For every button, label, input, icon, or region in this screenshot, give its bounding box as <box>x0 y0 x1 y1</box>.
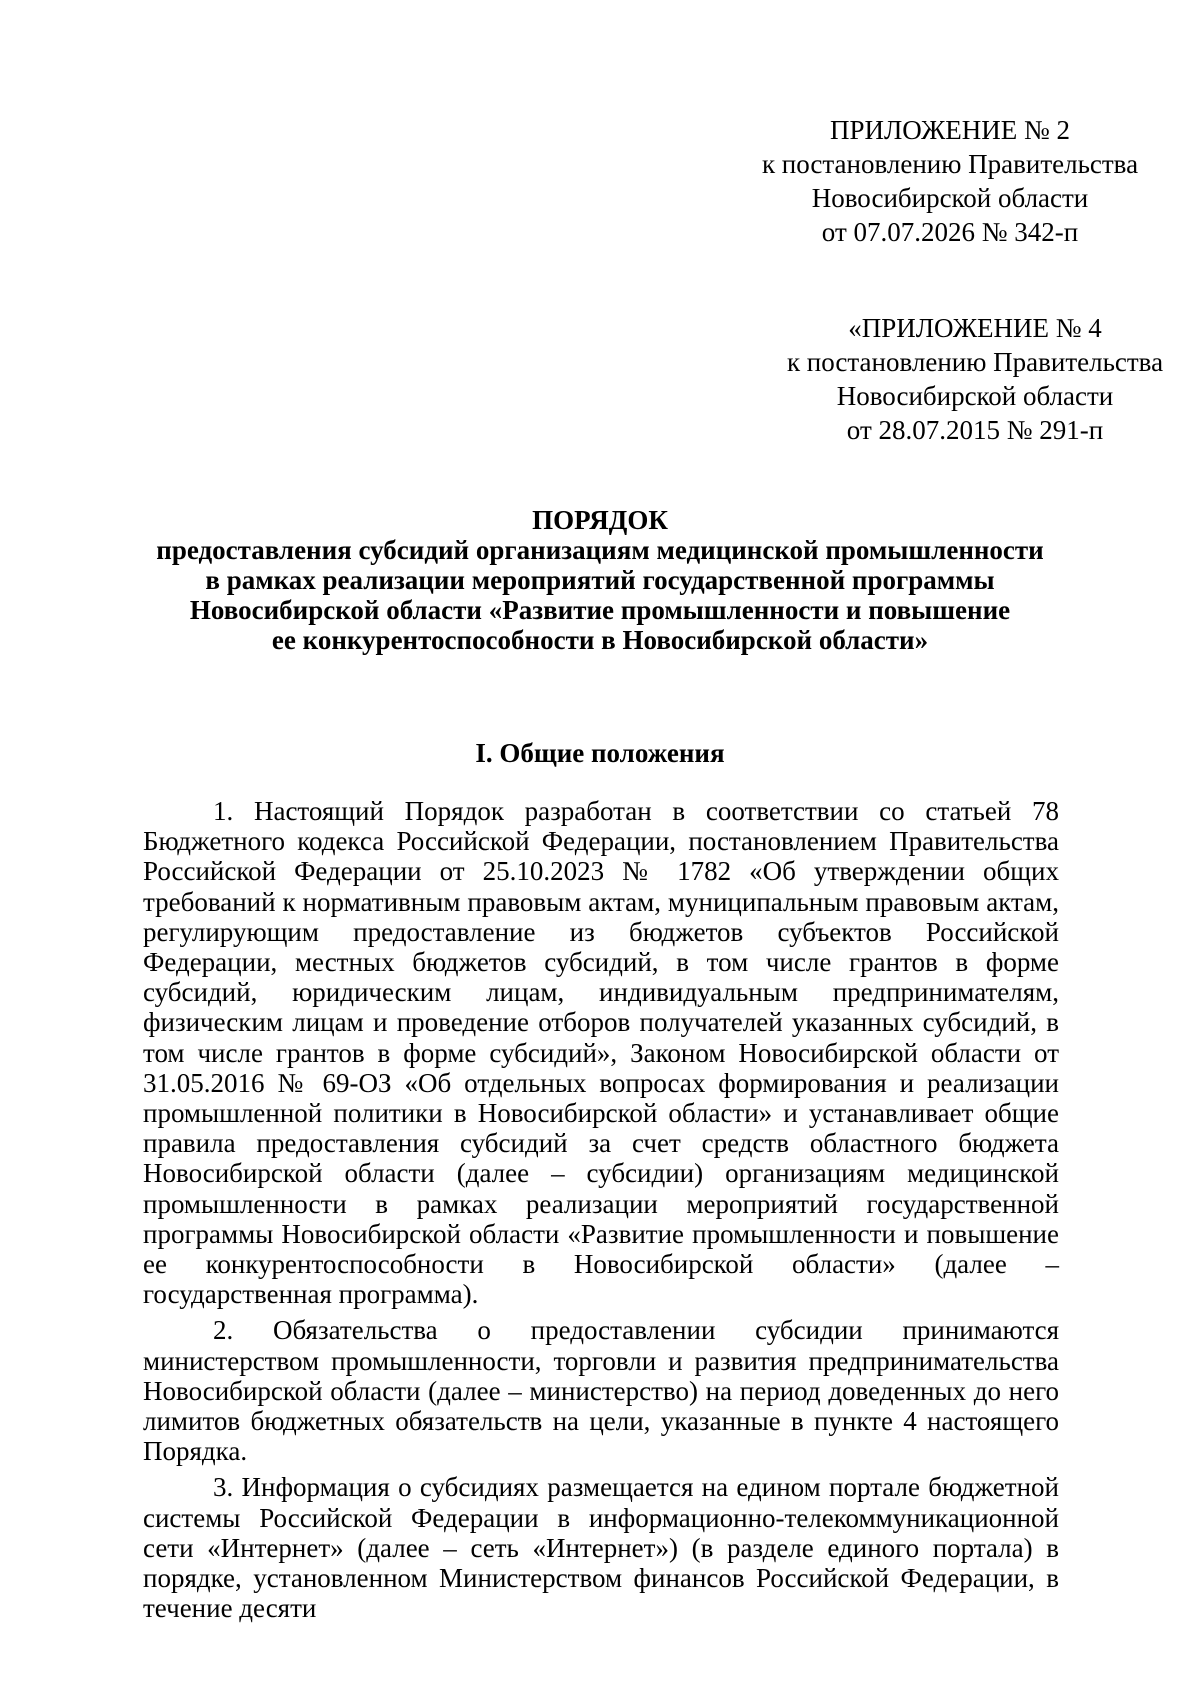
paragraph: 1. Настоящий Порядок разработан в соответствии со статьей 78 Бюджетного кодекса Российской Федерации, постановлением Правительства Российской Федерации от 25.10.2023 № 1782 «Об утверждении общих требований к нормативным правовым актам, муниципальным правовым актам, регулирующим предоставление из бюджетов субъектов Российской Федерации, местных бюджетов субсидий, в том числе грантов в форме субсидий, юридическим лицам, индивидуальным предпринимателям, физическим лицам и проведение отборов получателей указанных субсидий, в том числе грантов в форме субсидий», Законом Новосибирской области от 31.05.2016 № 69-ОЗ «Об отдельных вопросах формирования и реализации промышленной политики в Новосибирской области» и устанавливает общие правила предоставления субсидий за счет средств областного бюджета Новосибирской области (далее – субсидии) организациям медицинской промышленности в рамках реализации мероприятий государственной программы Новосибирской области «Развитие промышленности и повышение ее конкурентоспособности в Новосибирской области» (далее – государственная программа). <box>143 796 1059 1310</box>
annex-line: Новосибирской области <box>836 381 1114 411</box>
title-heading: ПОРЯДОК <box>532 505 668 535</box>
annex-header-current <box>710 113 1190 249</box>
annex-line: ПРИЛОЖЕНИЕ № 2 <box>829 115 1071 145</box>
section-heading: I. Общие положения <box>475 738 725 768</box>
document-body <box>143 796 1059 1629</box>
paragraph: 3. Информация о субсидиях размещается на едином портале бюджетной системы Российской Федерации в информационно-телекоммуникационной сети «Интернет» (далее – сеть «Интернет») (в разделе единого портала) в порядке, установленном Министерством финансов Российской Федерации, в течение десяти <box>143 1472 1059 1624</box>
annex-line: к постановлению Правительства <box>786 347 1164 377</box>
annex-line: «ПРИЛОЖЕНИЕ № 4 <box>848 313 1102 343</box>
title-line: в рамках реализации мероприятий государственной программы <box>205 565 995 595</box>
paragraph: 2. Обязательства о предоставлении субсидии принимаются министерством промышленности, торговли и развития предпринимательства Новосибирской области (далее – министерство) на период доведенных до него лимитов бюджетных обязательств на цели, указанные в пункте 4 настоящего Порядка. <box>143 1315 1059 1467</box>
annex-line: Новосибирской области <box>811 183 1089 213</box>
title-line: Новосибирской области «Развитие промышленности и повышение <box>189 595 1011 625</box>
title-line: ее конкурентоспособности в Новосибирской области» <box>271 625 929 655</box>
document-title <box>140 505 1060 655</box>
annex-line: от 28.07.2015 № 291-п <box>846 415 1104 445</box>
annex-line: к постановлению Правительства <box>761 149 1139 179</box>
annex-line: от 07.07.2026 № 342-п <box>821 217 1079 247</box>
annex-header-original <box>735 311 1200 447</box>
title-line: предоставления субсидий организациям медицинской промышленности <box>156 535 1044 565</box>
